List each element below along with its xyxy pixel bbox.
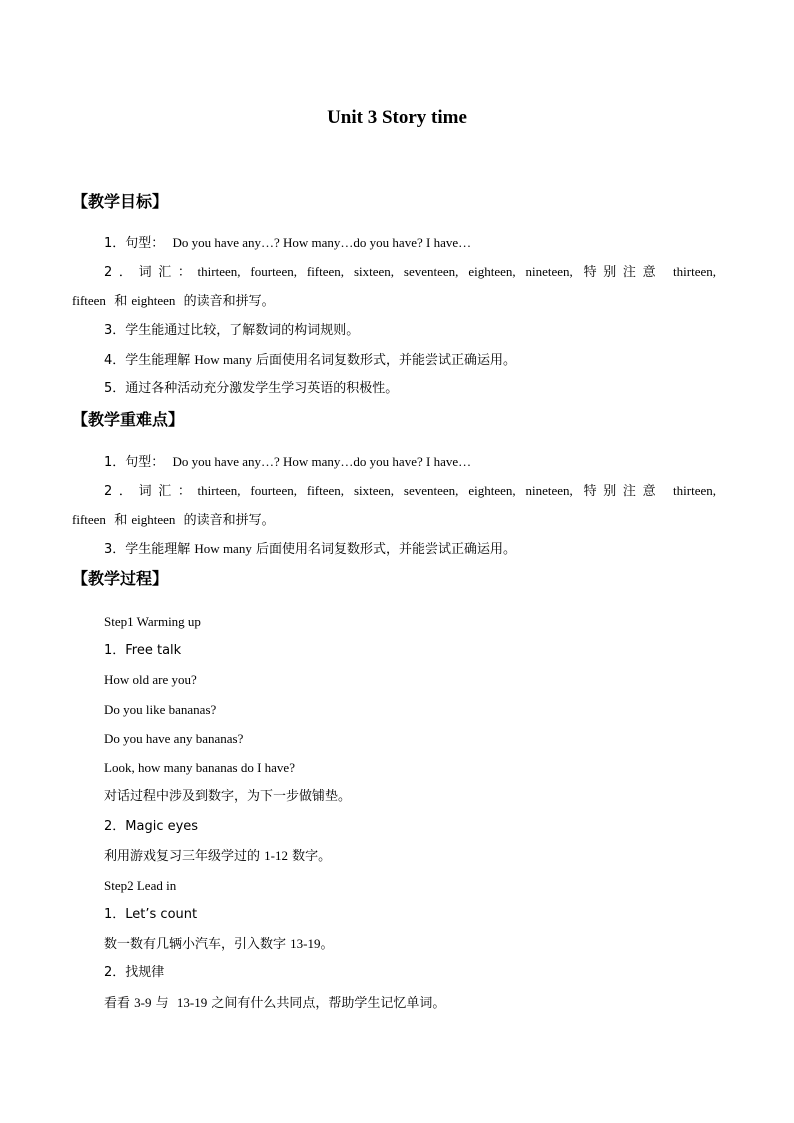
dialogue-line-3 — [104, 730, 243, 749]
section-heading-keypoints: 【教学重难点】 — [72, 410, 185, 429]
dialogue-line-4 — [104, 759, 295, 778]
number-range: 3-9 — [134, 995, 152, 1010]
item-number: 2．词汇： — [104, 265, 198, 280]
note-text: 数字。 — [292, 849, 332, 864]
goals-item-2 — [104, 263, 716, 282]
note-text: 特别注意 — [583, 265, 663, 280]
keypoints-item-1 — [104, 453, 471, 472]
phrase-how-many: How many — [194, 352, 252, 367]
goals-item-5: 5．通过各种活动充分激发学生学习英语的积极性。 — [104, 381, 399, 396]
conjunction-text: 和 — [114, 294, 128, 309]
item-text: 4．学生能理解 — [104, 353, 191, 368]
step2-heading — [104, 877, 176, 896]
item-text: 后面使用名词复数形式，并能尝试正确运用。 — [255, 353, 516, 368]
keypoints-item-3 — [104, 540, 516, 559]
note-text: 之间有什么共同点，帮助学生记忆单词。 — [211, 996, 446, 1011]
vocabulary-list: thirteen, fourteen, fifteen, sixteen, seventeen, eighteen, nineteen, — [197, 264, 573, 279]
page-title: Unit 3 Story time — [327, 107, 467, 128]
vocabulary-word: fifteen — [72, 293, 106, 308]
note-text: 数一数有几辆小汽车，引入数字 — [104, 937, 287, 952]
item-number: 1．句型： — [104, 455, 165, 470]
goals-item-4 — [104, 351, 516, 370]
sentence-patterns: Do you have any…? How many…do you have? I have… — [172, 454, 472, 469]
step-label: Step2 Lead in — [104, 878, 177, 893]
vocabulary-word: thirteen, — [673, 483, 716, 498]
vocabulary-word: fifteen — [72, 512, 106, 527]
item-text: 3．学生能理解 — [104, 542, 191, 557]
keypoints-item-2-continued — [72, 511, 275, 530]
number-range: 13-19 — [176, 995, 208, 1010]
item-number: 1．句型： — [104, 236, 165, 251]
phrase-how-many: How many — [194, 541, 252, 556]
goals-item-1 — [104, 234, 471, 253]
dialogue-text: Look, how many bananas do I have? — [104, 760, 295, 775]
number-range: 13-19 — [290, 936, 321, 951]
process-note-1: 对话过程中涉及到数字，为下一步做铺垫。 — [104, 789, 352, 804]
note-text: 特别注意 — [583, 484, 663, 499]
section-heading-process: 【教学过程】 — [72, 569, 169, 588]
note-text: 的读音和拼写。 — [183, 513, 275, 528]
note-text: 与 — [155, 996, 169, 1011]
dialogue-line-1 — [104, 671, 197, 690]
process-note-4 — [104, 994, 445, 1013]
goals-item-2-continued — [72, 292, 275, 311]
goals-item-3: 3．学生能通过比较，了解数词的构词规则。 — [104, 323, 360, 338]
dialogue-text: Do you have any bananas? — [104, 731, 244, 746]
note-text: 利用游戏复习三年级学过的 — [104, 849, 261, 864]
vocabulary-word: thirteen, — [673, 264, 716, 279]
free-talk-heading: 1．Free talk — [104, 643, 182, 658]
note-text: 的读音和拼写。 — [183, 294, 275, 309]
keypoints-item-2 — [104, 482, 716, 501]
step-label: Step1 Warming up — [104, 614, 201, 629]
vocabulary-word: eighteen — [131, 512, 176, 527]
vocabulary-list: thirteen, fourteen, fifteen, sixteen, seventeen, eighteen, nineteen, — [197, 483, 573, 498]
item-text: 后面使用名词复数形式，并能尝试正确运用。 — [255, 542, 516, 557]
dialogue-line-2 — [104, 701, 216, 720]
step1-heading — [104, 613, 201, 632]
vocabulary-word: eighteen — [131, 293, 176, 308]
process-note-3 — [104, 935, 334, 954]
item-number: 2．词汇： — [104, 484, 198, 499]
dialogue-text: Do you like bananas? — [104, 702, 217, 717]
find-rule-heading: 2．找规律 — [104, 965, 165, 980]
note-text: 看看 — [104, 996, 131, 1011]
note-text: 。 — [320, 937, 334, 952]
conjunction-text: 和 — [114, 513, 128, 528]
number-range: 1-12 — [264, 848, 288, 863]
lets-count-heading: 1．Let’s count — [104, 907, 198, 922]
dialogue-text: How old are you? — [104, 672, 197, 687]
magic-eyes-heading: 2．Magic eyes — [104, 819, 199, 834]
process-note-2 — [104, 847, 331, 866]
section-heading-goals: 【教学目标】 — [72, 192, 169, 211]
sentence-patterns: Do you have any…? How many…do you have? I have… — [172, 235, 472, 250]
